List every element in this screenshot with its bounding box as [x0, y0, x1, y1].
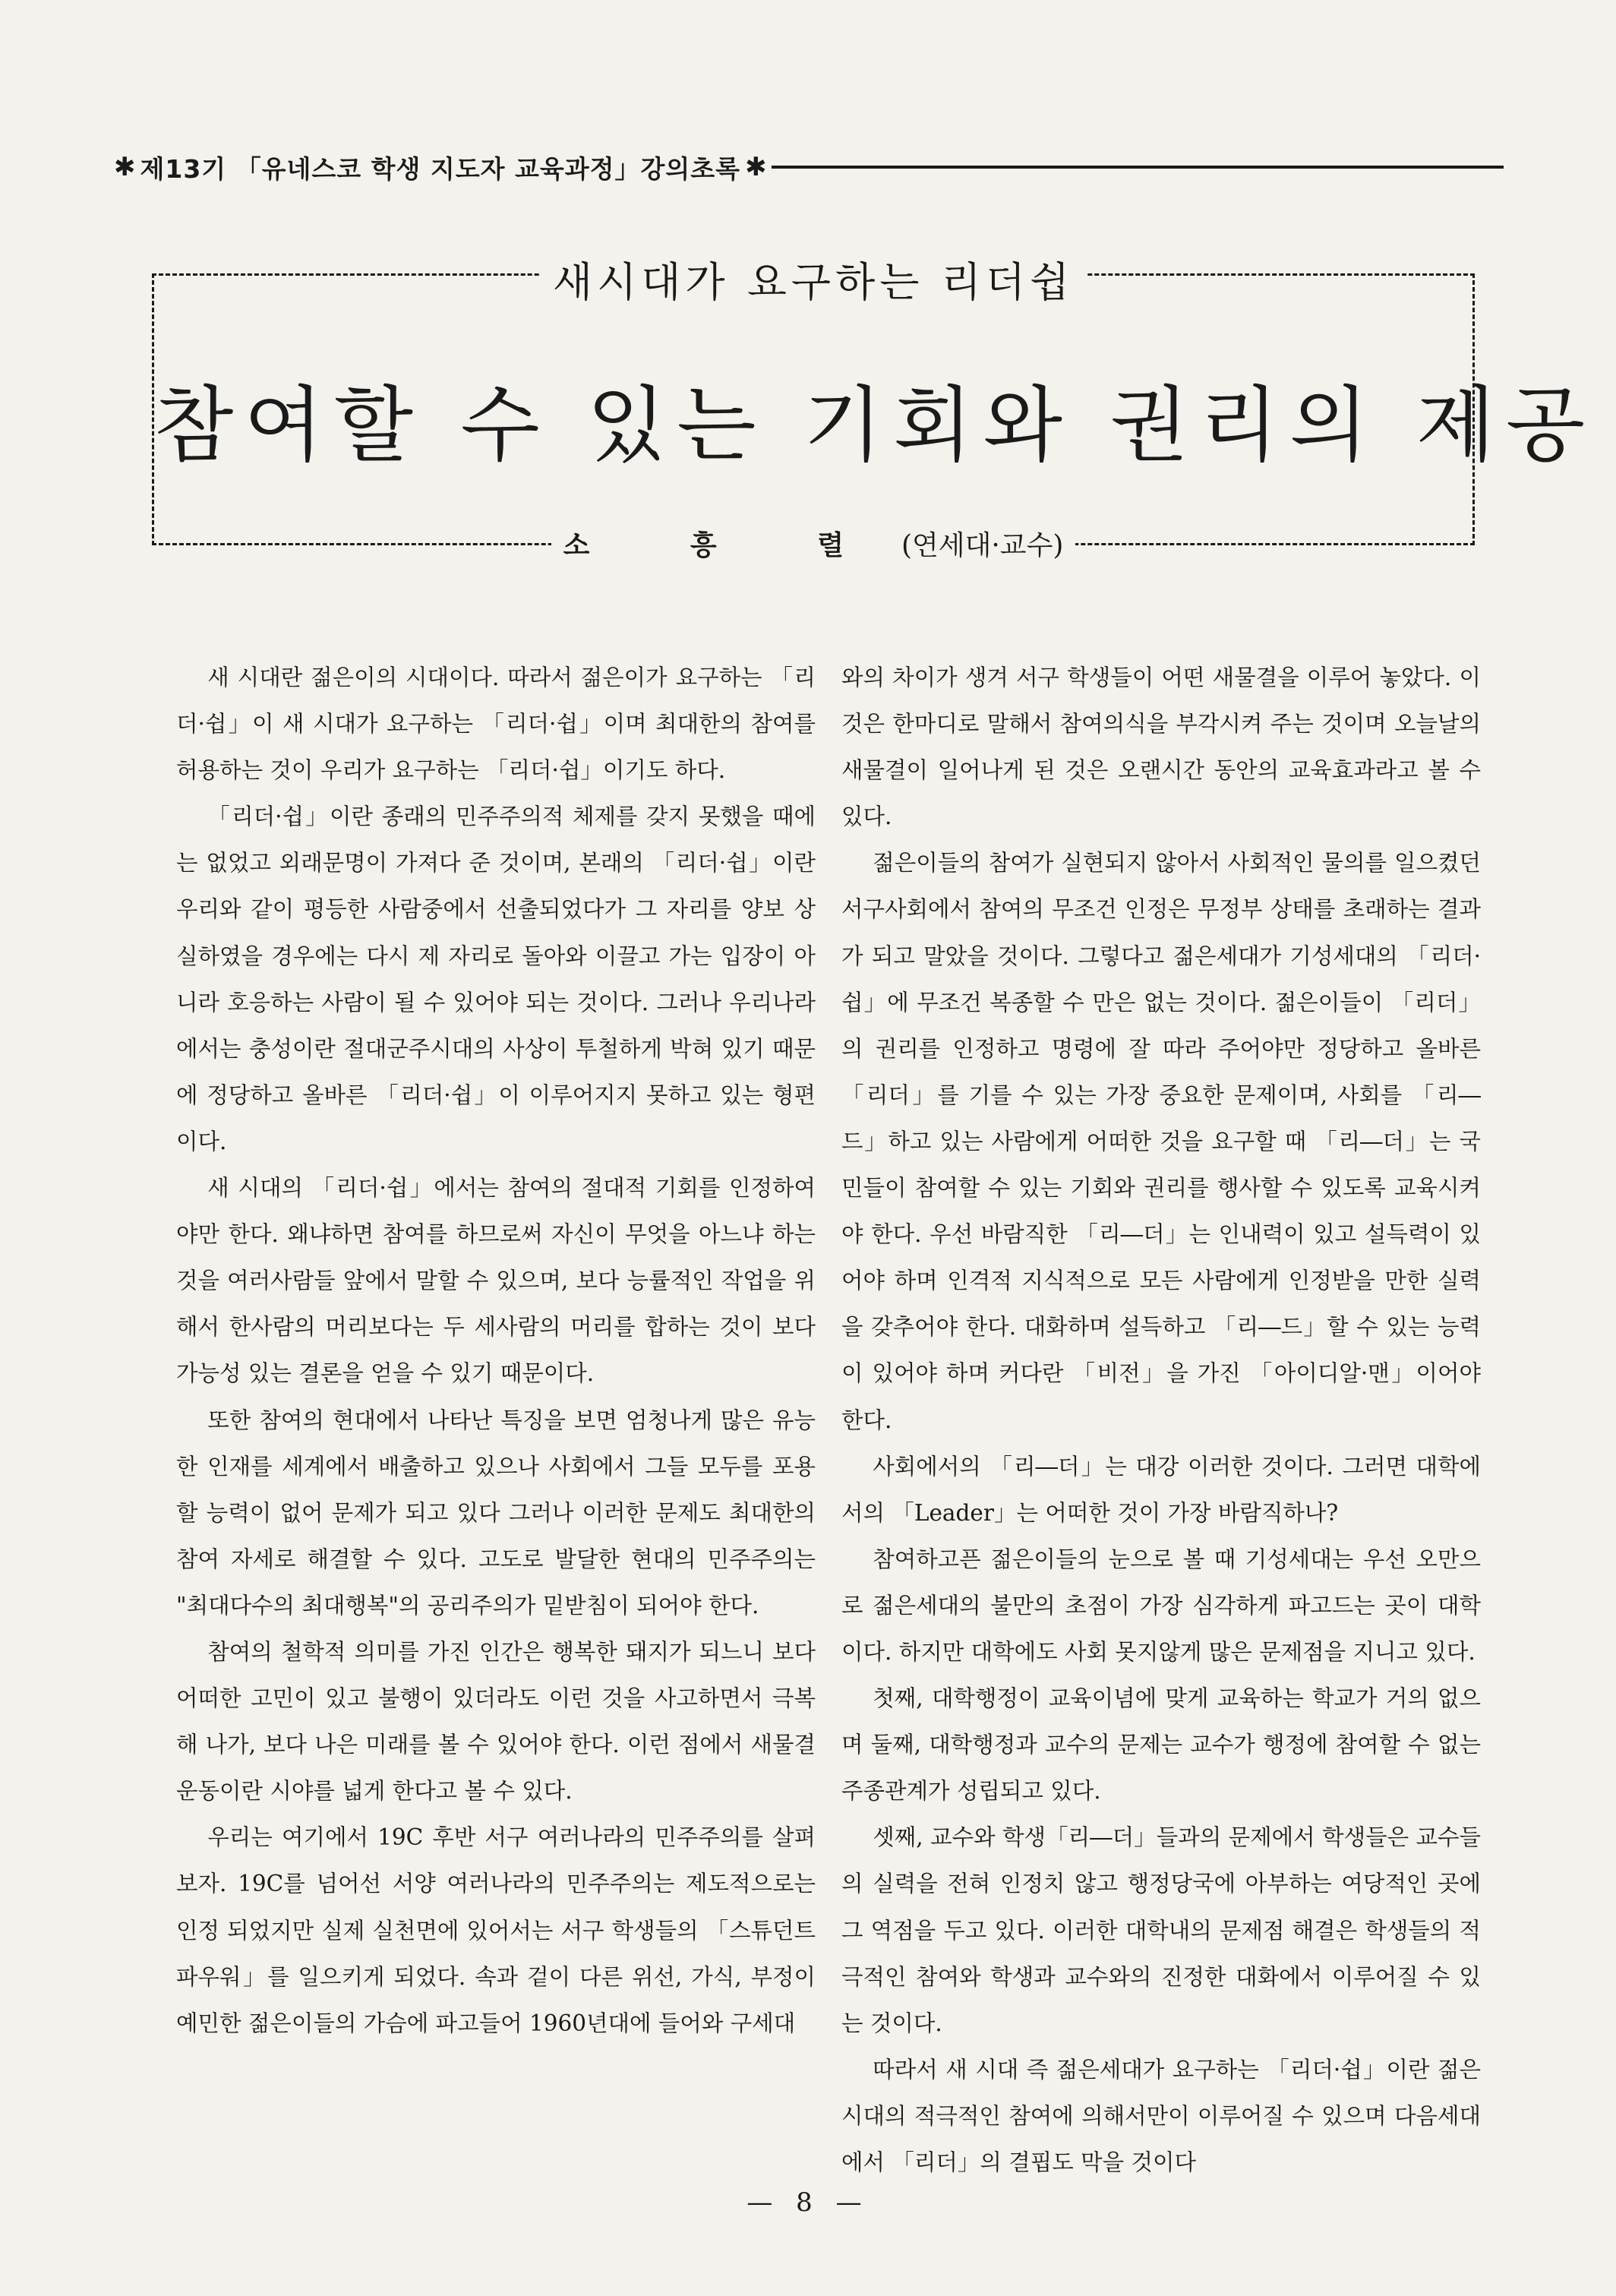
asterisk-icon: ✱ — [745, 152, 767, 182]
paragraph: 젊은이들의 참여가 실현되지 않아서 사회적인 물의를 일으켰던 서구사회에서 참여의 무조건 인정은 무정부 상태를 초래하는 결과가 되고 말았을 것이다. 그렇다고 젊은세대가 기성세대의 「리더·쉽」에 무조건 복종할 수 만은 없는 것이다. 젊은이들이 「리더」의 권리를 인정하고 명령에 잘 따라 주어야만 정당하고 올바른 「리더」를 기를 수 있는 가장 중요한 문제이며, 사회를 「리―드」하고 있는 사람에게 어떠한 것을 요구할 때 「리―더」는 국민들이 참여할 수 있는 기회와 권리를 행사할 수 있도록 교육시켜야 한다. 우선 바람직한 「리―더」는 인내력이 있고 설득력이 있어야 하며 인격적 지식적으로 모든 사람에게 인정받을 만한 실력을 갖추어야 한다. 대화하며 설득하고 「리―드」할 수 있는 능력이 있어야 하며 커다란 「비전」을 가진 「아이디알·맨」이어야 한다. — [841, 850, 1481, 1433]
right-column — [841, 655, 1481, 2186]
article-subtitle-wrap — [154, 250, 1472, 308]
author-affiliation: (연세대·교수) — [901, 530, 1075, 561]
paragraph: 따라서 새 시대 즉 젊은세대가 요구하는 「리더·쉽」이란 젊은 시대의 적극적인 참여에 의해서만이 이루어질 수 있으며 다음세대에서 「리더」의 결핍도 막을 것이다 — [841, 2056, 1481, 2175]
author-name: 소 흥 렬 — [551, 530, 901, 561]
paragraph: 새 시대란 젊은이의 시대이다. 따라서 젊은이가 요구하는 「리더·쉽」이 새 시대가 요구하는 「리더·쉽」이며 최대한의 참여를 허용하는 것이 우리가 요구하는 「리더·쉽」이기도 하다. — [176, 665, 816, 784]
paragraph: 「리더·쉽」이란 종래의 민주주의적 체제를 갖지 못했을 때에는 없었고 외래문명이 가져다 준 것이며, 본래의 「리더·쉽」이란 우리와 같이 평등한 사람중에서 선출되었다가 그 자리를 양보 상실하였을 경우에는 다시 제 자리로 돌아와 이끌고 가는 입장이 아니라 호응하는 사람이 될 수 있어야 되는 것이다. 그러나 우리나라에서는 충성이란 절대군주시대의 사상이 투철하게 박혀 있기 때문에 정당하고 올바른 「리더·쉽」이 이루어지지 못하고 있는 형편이다. — [176, 804, 816, 1154]
asterisk-icon: ✱ — [114, 152, 136, 182]
paragraph: 새 시대의 「리더·쉽」에서는 참여의 절대적 기회를 인정하여야만 한다. 왜냐하면 참여를 하므로써 자신이 무엇을 아느냐 하는 것을 여러사람들 앞에서 말할 수 있으며, 보다 능률적인 작업을 위해서 한사람의 머리보다는 두 세사람의 머리를 합하는 것이 보다 가능성 있는 결론을 얻을 수 있기 때문이다. — [176, 1175, 816, 1387]
series-header-text: 제13기 「유네스코 학생 지도자 교육과정」강의초록 — [140, 153, 741, 184]
paragraph: 첫째, 대학행정이 교육이념에 맞게 교육하는 학교가 거의 없으며 둘째, 대학행정과 교수의 문제는 교수가 행정에 참여할 수 없는 주종관계가 성립되고 있다. — [841, 1685, 1481, 1805]
paragraph: 참여하고픈 젊은이들의 눈으로 볼 때 기성세대는 우선 오만으로 젊은세대의 불만의 초점이 가장 심각하게 파고드는 곳이 대학이다. 하지만 대학에도 사회 못지않게 많은 문제점을 지니고 있다. — [841, 1546, 1481, 1665]
paragraph: 와의 차이가 생겨 서구 학생들이 어떤 새물결을 이루어 놓았다. 이것은 한마디로 말해서 참여의식을 부각시켜 주는 것이며 오늘날의 새물결이 일어나게 된 것은 오랜시간 동안의 교육효과라고 볼 수 있다. — [841, 665, 1481, 830]
series-header — [114, 144, 1504, 190]
left-column — [176, 655, 816, 2047]
page-number: — 8 — — [746, 2187, 870, 2218]
paragraph: 또한 참여의 현대에서 나타난 특징을 보면 엄청나게 많은 유능한 인재를 세계에서 배출하고 있으나 사회에서 그들 모두를 포용할 능력이 없어 문제가 되고 있다 그러나 이러한 문제도 최대한의 참여 자세로 해결할 수 있다. 고도로 발달한 현대의 민주주의는 "최대다수의 최대행복"의 공리주의가 밑받침이 되어야 한다. — [176, 1407, 816, 1619]
paragraph: 참여의 철학적 의미를 가진 인간은 행복한 돼지가 되느니 보다 어떠한 고민이 있고 불행이 있더라도 이런 것을 사고하면서 극복해 나가, 보다 나은 미래를 볼 수 있어야 한다. 이런 점에서 새물결 운동이란 시야를 넓게 한다고 볼 수 있다. — [176, 1638, 816, 1805]
author-line — [154, 524, 1472, 563]
article-subtitle: 새시대가 요구하는 리더쉽 — [541, 258, 1086, 306]
paragraph: 사회에서의 「리―더」는 대강 이러한 것이다. 그러면 대학에서의 「Leader」는 어떠한 것이 가장 바람직하나? — [841, 1453, 1481, 1526]
paragraph: 셋째, 교수와 학생「리―더」들과의 문제에서 학생들은 교수들의 실력을 전혀 인정치 않고 행정당국에 아부하는 여당적인 곳에 그 역점을 두고 있다. 이러한 대학내의 문제점 해결은 학생들의 적극적인 참여와 학생과 교수와의 진정한 대화에서 이루어질 수 있는 것이다. — [841, 1824, 1481, 2036]
header-rule — [772, 166, 1504, 169]
article-title: 참여할 수 있는 기회와 권리의 제공 — [154, 378, 1596, 473]
title-box — [152, 258, 1596, 561]
paragraph: 우리는 여기에서 19C 후반 서구 여러나라의 민주주의를 살펴보자. 19C를 넘어선 서양 여러나라의 민주주의는 제도적으로는 인정 되었지만 실제 실천면에 있어서는 서구 학생들의 「스튜던트 파우워」를 일으키게 되었다. 속과 겉이 다른 위선, 가식, 부정이 예민한 젊은이들의 가슴에 파고들어 1960년대에 들어와 구세대 — [176, 1824, 816, 2036]
